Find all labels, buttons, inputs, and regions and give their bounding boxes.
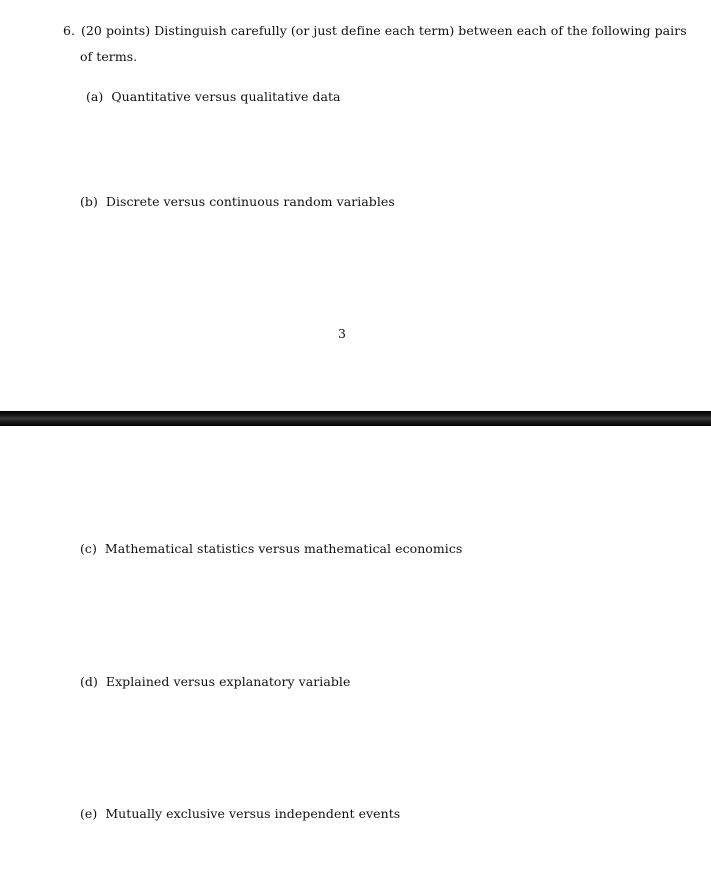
question-text-line2: of terms. [80, 49, 138, 64]
part-e-text: Mutually exclusive versus independent events [105, 806, 401, 821]
part-a-label: (a) [86, 89, 104, 104]
page-divider [0, 411, 711, 426]
part-b-text: Discrete versus continuous random variables [105, 194, 395, 209]
question-number: 6. [63, 23, 76, 38]
part-a [86, 89, 341, 105]
question-text-line1: (20 points) Distinguish carefully (or just define each term) between each of the following pairs [81, 23, 687, 38]
part-d [80, 674, 350, 690]
part-c-text: Mathematical statistics versus mathematical economics [104, 541, 463, 556]
part-b-label: (b) [80, 194, 98, 209]
part-e [80, 806, 400, 822]
part-b [80, 194, 395, 210]
part-c-label: (c) [80, 541, 97, 556]
part-e-label: (e) [80, 806, 98, 821]
part-a-text: Quantitative versus qualitative data [111, 89, 341, 104]
part-c [80, 541, 462, 557]
part-d-text: Explained versus explanatory variable [105, 674, 351, 689]
page-number: 3 [338, 326, 347, 341]
part-d-label: (d) [80, 674, 98, 689]
